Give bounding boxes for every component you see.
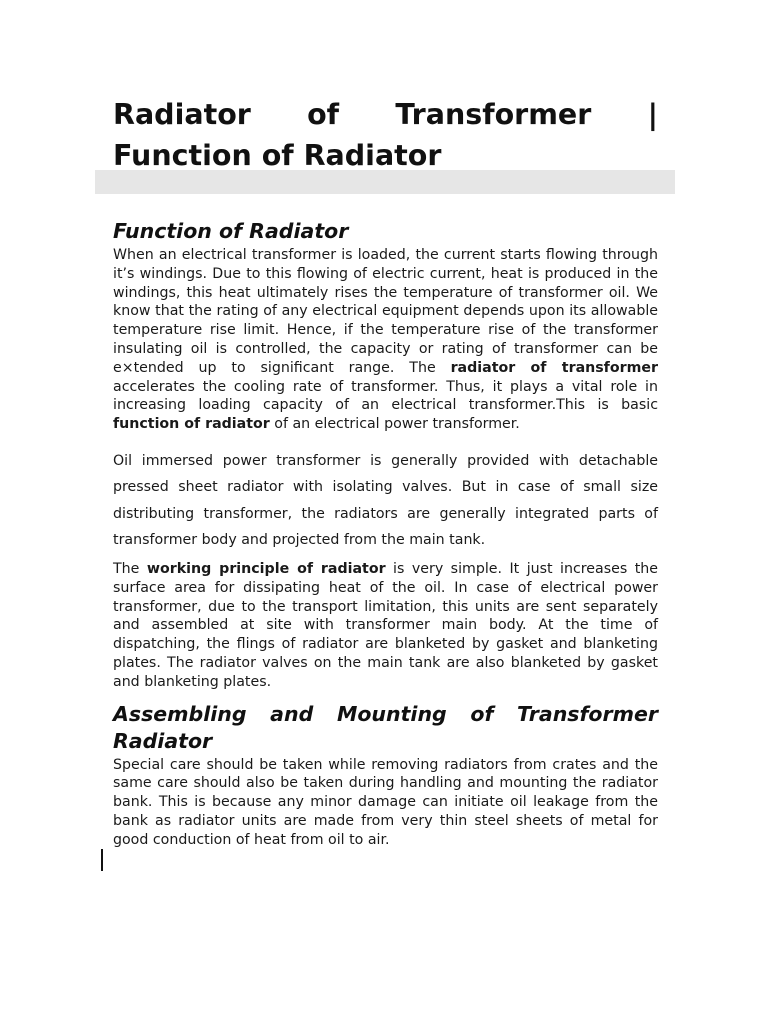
text-cursor bbox=[101, 849, 103, 871]
document-title: Radiator of Transformer | Function of Radiator bbox=[113, 98, 658, 172]
bold-term-radiator-of-transformer: radiator of transformer bbox=[450, 359, 658, 376]
section-heading-function: Function of Radiator bbox=[113, 219, 349, 243]
paragraph-text: accelerates the cooling rate of transformer. Thus, it plays a vital role in increasing loading capacity of an electrical transformer.This is basic bbox=[113, 378, 658, 414]
paragraph-function-intro bbox=[113, 246, 658, 434]
bold-term-working-principle: working principle of radiator bbox=[146, 560, 386, 577]
paragraph-working-principle bbox=[113, 560, 658, 692]
document-page bbox=[113, 94, 658, 850]
bold-term-function-of-radiator: function of radiator bbox=[113, 416, 270, 433]
paragraph-text: of an electrical power transformer. bbox=[269, 416, 520, 433]
paragraph-text: When an electrical transformer is loaded, the current starts flowing through it’s windings. Due to this flowing of electric current, heat is produced in the windings, this heat ultimately rises the temperature of transformer oil. We know that the rating of any electrical equipment depends upon its allowable temperature rise limit. Hence, if the temperature rise of the transformer insulating oil is controlled, the capacity or rating of transformer can be e×tended up to significant range. The bbox=[113, 247, 658, 376]
paragraph-oil-immersed: Oil immersed power transformer is generally provided with detachable pressed sheet radiator with isolating valves. But in case of small size distributing transformer, the radiators are generally integrated parts of transformer body and projected from the main tank. bbox=[113, 452, 658, 549]
paragraph-assembling: Special care should be taken while removing radiators from crates and the same care should also be taken during handling and mounting the radiator bank. This is because any minor damage can initiate oil leakage from the bank as radiator units are made from very thin steel sheets of metal for good conduction of heat from oil to air. bbox=[113, 756, 658, 848]
paragraph-text: is very simple. It just increases the surface area for dissipating heat of the oil. In case of electrical power transformer, due to the transport limitation, this units are sent separately and assembled at site with transformer main body. At the time of dispatching, the flings of radiator are blanketed by gasket and blanketing plates. The radiator valves on the main tank are also blanketed by gasket and blanketing plates. bbox=[113, 560, 658, 690]
paragraph-text: The bbox=[113, 560, 147, 577]
section-heading-assembling: Assembling and Mounting of Transformer Radiator bbox=[113, 701, 658, 753]
